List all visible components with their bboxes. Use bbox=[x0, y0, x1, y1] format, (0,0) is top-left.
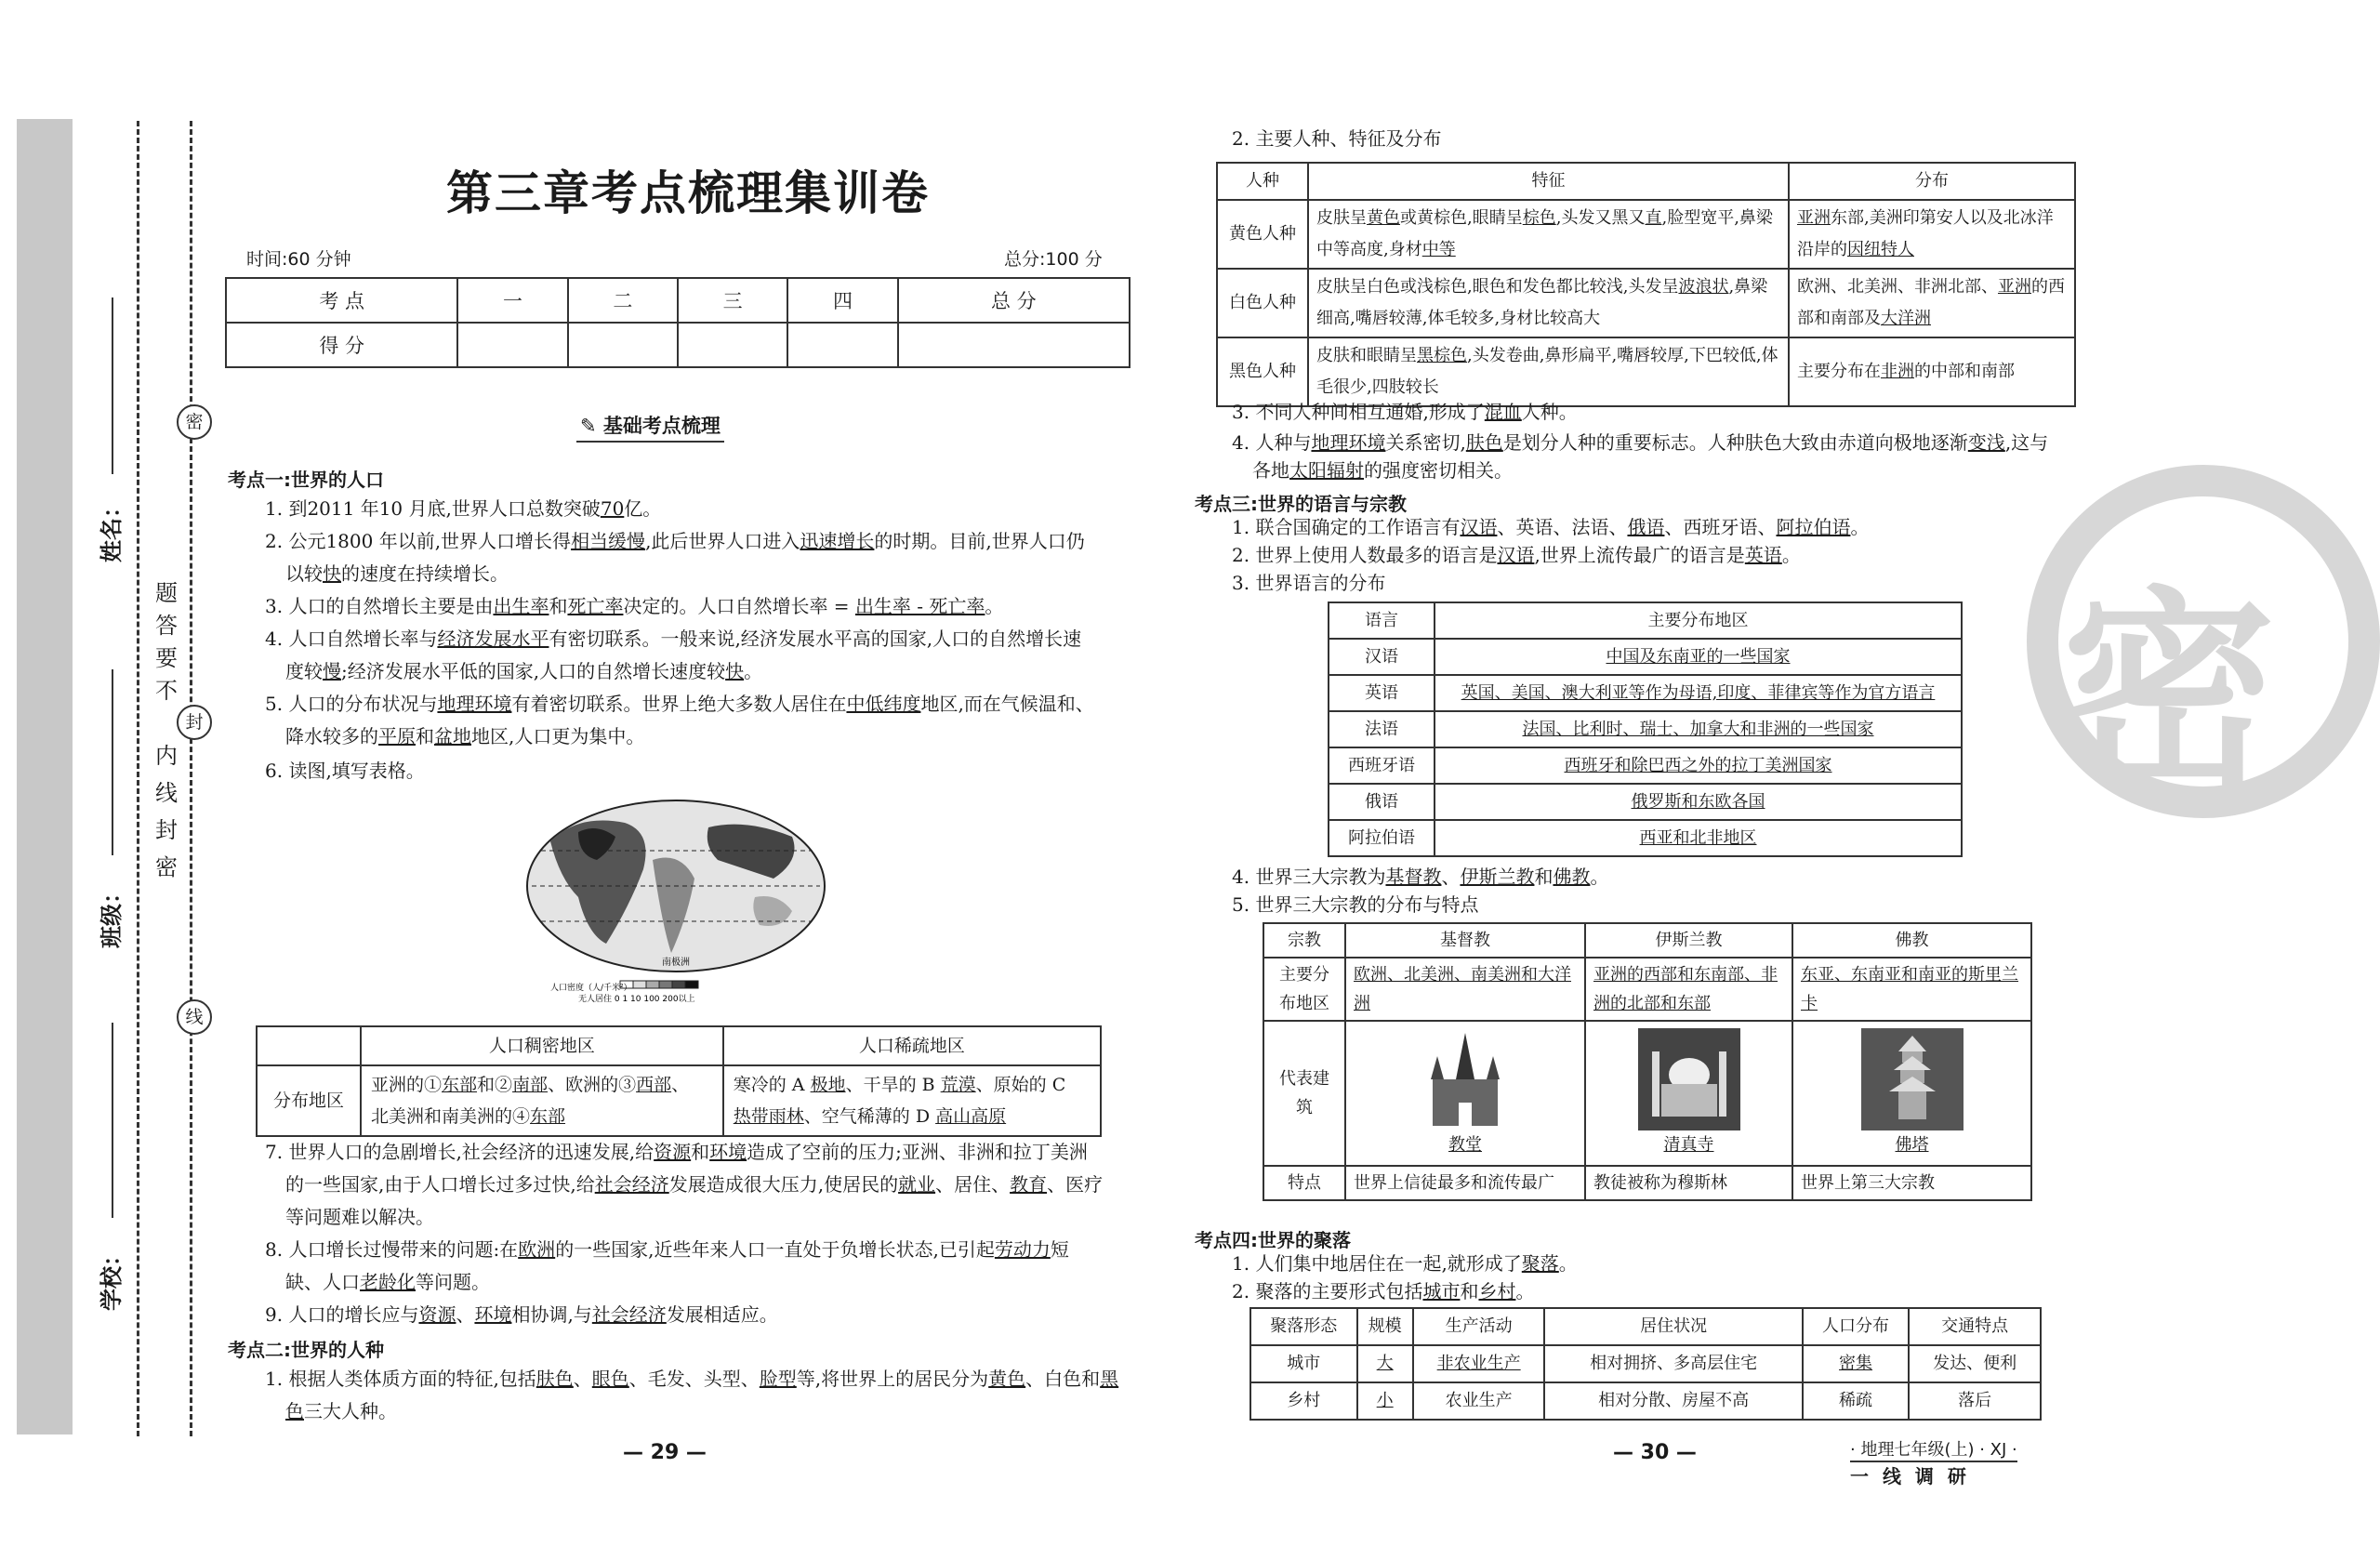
lang-area: 俄罗斯和东欧各国 bbox=[1435, 784, 1962, 820]
race-header: 人种 bbox=[1217, 163, 1308, 200]
kd2-title: 考点二:世界的人种 bbox=[228, 1339, 384, 1361]
pagoda-icon bbox=[1861, 1028, 1964, 1130]
notice-char: 封 bbox=[155, 817, 178, 843]
mosque-icon bbox=[1638, 1028, 1740, 1130]
pop-header bbox=[257, 1026, 361, 1065]
pop-header: 人口稀疏地区 bbox=[723, 1026, 1101, 1065]
name-field-line[interactable] bbox=[112, 297, 113, 474]
lang-name: 法语 bbox=[1329, 711, 1435, 747]
settle-header: 人口分布 bbox=[1803, 1308, 1910, 1345]
notice-char: 不 bbox=[155, 678, 178, 704]
rel-feat: 世界上第三大宗教 bbox=[1792, 1166, 2031, 1200]
k3-item-5: 5. 世界三大宗教的分布与特点 bbox=[1232, 893, 1479, 916]
rel-build-label: 代表建筑 bbox=[1263, 1021, 1345, 1166]
k4-item-1: 1. 人们集中地居住在一起,就形成了聚落。 bbox=[1232, 1252, 1578, 1275]
settle-cell: 大 bbox=[1357, 1345, 1413, 1382]
lang-area: 法国、比利时、瑞士、加拿大和非洲的一些国家 bbox=[1435, 711, 1962, 747]
settle-cell: 密集 bbox=[1803, 1345, 1910, 1382]
lang-header: 语言 bbox=[1329, 602, 1435, 639]
pop-row-label: 分布地区 bbox=[257, 1065, 361, 1136]
class-field-line[interactable] bbox=[112, 669, 113, 855]
race-feature: 皮肤和眼睛呈黑棕色,头发卷曲,鼻形扁平,嘴唇较厚,下巴较低,体毛很少,四肢较长 bbox=[1308, 337, 1789, 406]
pop-dense-cell: 亚洲的①东部和②南部、欧洲的③西部、 北美洲和南美洲的④东部 bbox=[361, 1065, 723, 1136]
score-header: 总 分 bbox=[898, 278, 1130, 323]
seal-watermark-char: 密 bbox=[2062, 570, 2277, 818]
rel-area: 东亚、东南亚和南亚的斯里兰卡 bbox=[1792, 958, 2031, 1021]
rel-header: 基督教 bbox=[1345, 923, 1585, 958]
rel-header: 宗教 bbox=[1263, 923, 1345, 958]
score-header: 三 bbox=[678, 278, 787, 323]
score-cell[interactable] bbox=[898, 323, 1130, 367]
k3-item-3: 3. 世界语言的分布 bbox=[1232, 572, 1386, 594]
item-2: 2. 公元1800 年以前,世界人口增长得相当缓慢,此后世界人口进入迅速增长的时期。目前,世界人口仍 以较快的速度在持续增长。 bbox=[265, 530, 1085, 585]
section-badge-text: 基础考点梳理 bbox=[602, 415, 721, 437]
class-field-label: 班级： bbox=[99, 881, 125, 948]
notice-char: 要 bbox=[155, 645, 178, 671]
score-header: 四 bbox=[787, 278, 897, 323]
school-field-line[interactable] bbox=[112, 1023, 113, 1218]
pen-icon: ✎ bbox=[580, 415, 597, 437]
rel-area-label: 主要分布地区 bbox=[1263, 958, 1345, 1021]
map-legend-title: 人口密度（人/千米²） bbox=[550, 984, 632, 993]
rel-header: 佛教 bbox=[1792, 923, 2031, 958]
race-feature: 皮肤呈白色或浅棕色,眼色和发色都比较浅,头发呈波浪状,鼻梁细高,嘴唇较薄,体毛较多,身材比较高大 bbox=[1308, 269, 1789, 337]
population-density-map bbox=[522, 795, 829, 1004]
lang-name: 英语 bbox=[1329, 675, 1435, 711]
section-badge bbox=[576, 411, 724, 443]
item-8: 8. 人口增长过慢带来的问题:在欧洲的一些国家,近些年来人口一直处于负增长状态,已引起劳动力短 缺、人口老龄化等问题。 bbox=[265, 1238, 1069, 1293]
church-icon bbox=[1414, 1028, 1516, 1130]
rel-build-pagoda: 佛塔 bbox=[1792, 1021, 2031, 1166]
race-dist: 主要分布在非洲的中部和南部 bbox=[1789, 337, 2075, 406]
settle-header: 聚落形态 bbox=[1250, 1308, 1357, 1345]
score-cell[interactable] bbox=[568, 323, 678, 367]
race-name: 黄色人种 bbox=[1217, 200, 1308, 269]
settle-header: 规模 bbox=[1357, 1308, 1413, 1345]
settle-cell: 相对分散、房屋不高 bbox=[1544, 1382, 1802, 1420]
score-header: 二 bbox=[568, 278, 678, 323]
seal-char-feng: 封 bbox=[177, 705, 212, 740]
k3-item-2: 2. 世界上使用人数最多的语言是汉语,世界上流传最广的语言是英语。 bbox=[1232, 544, 1801, 566]
settle-cell: 相对拥挤、多高层住宅 bbox=[1544, 1345, 1802, 1382]
settle-cell: 城市 bbox=[1250, 1345, 1357, 1382]
score-cell[interactable] bbox=[457, 323, 567, 367]
race-header: 特征 bbox=[1308, 163, 1789, 200]
rel-feat: 教徒被称为穆斯林 bbox=[1585, 1166, 1792, 1200]
settle-cell: 落后 bbox=[1909, 1382, 2041, 1420]
map-continent-label: 南极洲 bbox=[662, 958, 690, 968]
settle-header: 交通特点 bbox=[1909, 1308, 2041, 1345]
lang-name: 阿拉伯语 bbox=[1329, 820, 1435, 856]
footer-brand: 一 线 调 研 bbox=[1850, 1465, 1970, 1487]
settlement-table bbox=[1250, 1307, 2042, 1421]
k3-item-1: 1. 联合国确定的工作语言有汉语、英语、法语、俄语、西班牙语、阿拉伯语。 bbox=[1232, 516, 1870, 538]
item-3: 3. 人口的自然增长主要是由出生率和死亡率决定的。人口自然增长率 = 出生率 - 死亡率。 bbox=[265, 595, 1004, 617]
lang-area: 英国、美国、澳大利亚等作为母语,印度、菲律宾等作为官方语言 bbox=[1435, 675, 1962, 711]
map-legend-ticks: 无人居住 0 1 10 100 200以上 bbox=[578, 995, 695, 1004]
world-map-image bbox=[522, 795, 829, 1004]
population-table bbox=[256, 1025, 1102, 1137]
item-7: 7. 世界人口的急剧增长,社会经济的迅速发展,给资源和环境造成了空前的压力;亚洲、非洲和拉丁美洲 的一些国家,由于人口增长过多过快,给社会经济发展造成很大压力,使居民的就业、居住、教育、医疗 等问题难以解决。 bbox=[265, 1141, 1104, 1228]
notice-char: 题 bbox=[155, 580, 178, 606]
race-name: 黑色人种 bbox=[1217, 337, 1308, 406]
race-dist: 亚洲东部,美洲印第安人以及北冰洋沿岸的因纽特人 bbox=[1789, 200, 2075, 269]
kd1-title: 考点一:世界的人口 bbox=[228, 469, 384, 491]
settle-header: 生产活动 bbox=[1413, 1308, 1545, 1345]
rel-build-mosque: 清真寺 bbox=[1585, 1021, 1792, 1166]
notice-char: 答 bbox=[155, 613, 178, 639]
k4-item-2: 2. 聚落的主要形式包括城市和乡村。 bbox=[1232, 1280, 1535, 1302]
cut-line-inner bbox=[190, 121, 192, 1436]
kd4-title: 考点四:世界的聚落 bbox=[1195, 1229, 1351, 1251]
k3-item-4: 4. 世界三大宗教为基督教、伊斯兰教和佛教。 bbox=[1232, 866, 1609, 888]
lang-area: 西班牙和除巴西之外的拉丁美洲国家 bbox=[1435, 747, 1962, 784]
kd2-item-1: 1. 根据人类体质方面的特征,包括肤色、眼色、毛发、头型、脸型等,将世界上的居民分为黄色、白色和黑 色三大人种。 bbox=[265, 1368, 1119, 1422]
r-item-2: 2. 主要人种、特征及分布 bbox=[1232, 127, 1442, 150]
race-feature: 皮肤呈黄色或黄棕色,眼睛呈棕色,头发又黑又直,脸型宽平,鼻梁中等高度,身材中等 bbox=[1308, 200, 1789, 269]
kd3-title: 考点三:世界的语言与宗教 bbox=[1195, 493, 1407, 515]
settle-cell: 乡村 bbox=[1250, 1382, 1357, 1420]
notice-char: 密 bbox=[155, 854, 178, 880]
seal-char-mi: 密 bbox=[177, 404, 212, 440]
score-cell[interactable] bbox=[678, 323, 787, 367]
score-row-label: 得 分 bbox=[226, 323, 457, 367]
race-dist: 欧洲、北美洲、非洲北部、亚洲的西部和南部及大洋洲 bbox=[1789, 269, 2075, 337]
cut-line-outer bbox=[137, 121, 139, 1436]
binding-strip bbox=[17, 119, 73, 1434]
score-table bbox=[225, 277, 1130, 368]
lang-area: 中国及东南亚的一些国家 bbox=[1435, 639, 1962, 675]
lang-name: 汉语 bbox=[1329, 639, 1435, 675]
pop-sparse-cell: 寒冷的 A 极地、干旱的 B 荒漠、原始的 C 热带雨林、空气稀薄的 D 高山高原 bbox=[723, 1065, 1101, 1136]
rel-area: 亚洲的西部和东南部、非洲的北部和东部 bbox=[1585, 958, 1792, 1021]
footer-subject: · 地理七年级(上) · XJ · bbox=[1850, 1436, 2017, 1462]
religion-table bbox=[1263, 922, 2032, 1201]
race-header: 分布 bbox=[1789, 163, 2075, 200]
language-table bbox=[1328, 602, 1963, 857]
settle-cell: 发达、便利 bbox=[1909, 1345, 2041, 1382]
rel-feat-label: 特点 bbox=[1263, 1166, 1345, 1200]
rel-area: 欧洲、北美洲、南美洲和大洋洲 bbox=[1345, 958, 1585, 1021]
settle-header: 居住状况 bbox=[1544, 1308, 1802, 1345]
item-6: 6. 读图,填写表格。 bbox=[265, 760, 425, 782]
lang-area: 西亚和北非地区 bbox=[1435, 820, 1962, 856]
item-5: 5. 人口的分布状况与地理环境有着密切联系。世界上绝大多数人居住在中低纬度地区,而在气候温和、 降水较多的平原和盆地地区,人口更为集中。 bbox=[265, 693, 1094, 747]
seal-char-xian: 线 bbox=[177, 999, 212, 1035]
race-name: 白色人种 bbox=[1217, 269, 1308, 337]
rel-feat: 世界上信徒最多和流传最广 bbox=[1345, 1166, 1585, 1200]
page-title: 第三章考点梳理集训卷 bbox=[446, 166, 930, 220]
lang-header: 主要分布地区 bbox=[1435, 602, 1962, 639]
exam-total: 总分:100 分 bbox=[1004, 249, 1103, 270]
r-item-4: 4. 人种与地理环境关系密切,肤色是划分人种的重要标志。人种肤色大致由赤道向极地逐渐变浅,这与 各地太阳辐射的强度密切相关。 bbox=[1232, 431, 2049, 482]
item-4: 4. 人口自然增长率与经济发展水平有密切联系。一般来说,经济发展水平高的国家,人口的自然增长速 度较慢;经济发展水平低的国家,人口的自然增长速度较快。 bbox=[265, 628, 1082, 682]
race-table bbox=[1216, 162, 2076, 407]
settle-cell: 小 bbox=[1357, 1382, 1413, 1420]
rel-header: 伊斯兰教 bbox=[1585, 923, 1792, 958]
notice-char: 内 bbox=[155, 743, 178, 769]
r-item-3: 3. 不同人种间相互通婚,形成了混血人种。 bbox=[1232, 401, 1578, 423]
settle-cell: 非农业生产 bbox=[1413, 1345, 1545, 1382]
score-header: 考 点 bbox=[226, 278, 457, 323]
school-field-label: 学校： bbox=[99, 1244, 125, 1311]
settle-cell: 稀疏 bbox=[1803, 1382, 1910, 1420]
page-number-right: — 30 — bbox=[1613, 1441, 1697, 1464]
item-1: 1. 到2011 年10 月底,世界人口总数突破70亿。 bbox=[265, 497, 662, 520]
settle-cell: 农业生产 bbox=[1413, 1382, 1545, 1420]
page-number-left: — 29 — bbox=[623, 1441, 707, 1464]
name-field-label: 姓名： bbox=[99, 496, 125, 562]
notice-char: 线 bbox=[155, 780, 178, 806]
score-header: 一 bbox=[457, 278, 567, 323]
lang-name: 俄语 bbox=[1329, 784, 1435, 820]
item-9: 9. 人口的增长应与资源、环境相协调,与社会经济发展相适应。 bbox=[265, 1303, 778, 1326]
pop-header: 人口稠密地区 bbox=[361, 1026, 723, 1065]
exam-time: 时间:60 分钟 bbox=[246, 249, 351, 270]
lang-name: 西班牙语 bbox=[1329, 747, 1435, 784]
rel-build-church: 教堂 bbox=[1345, 1021, 1585, 1166]
score-cell[interactable] bbox=[787, 323, 897, 367]
